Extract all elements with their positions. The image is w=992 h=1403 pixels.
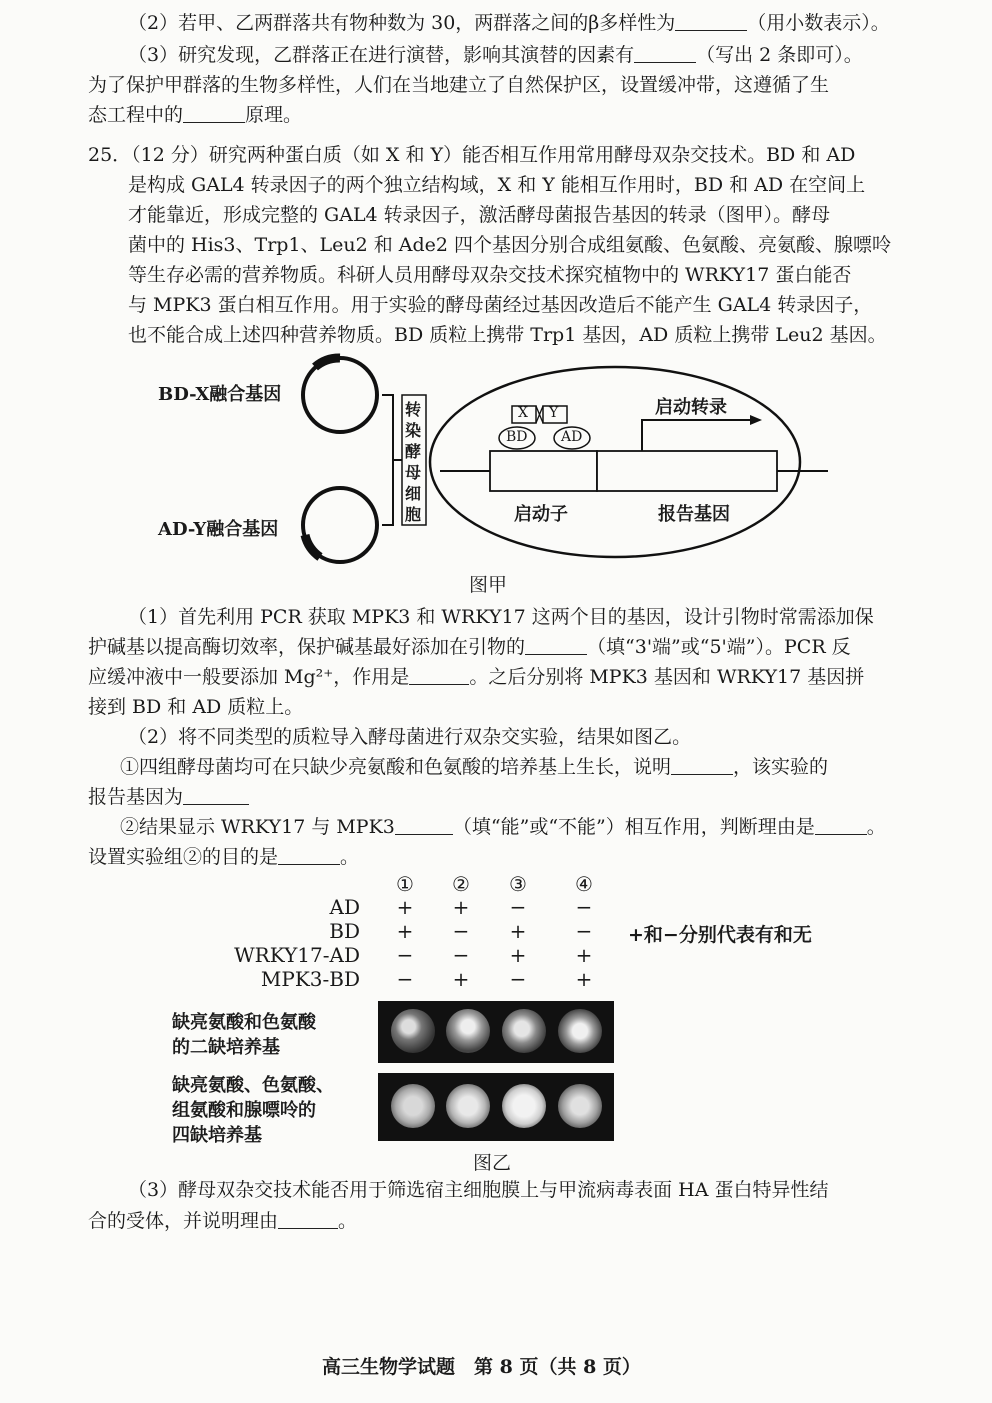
page-footer: 高三生物学试题 第 8 页（共 8 页）: [322, 1356, 641, 1378]
cell: +: [575, 967, 593, 991]
text-line: ②结果显示 WRKY17 与 MPK3 （填“能”或“不能”）相互作用，判断理由是 。: [120, 816, 886, 838]
text-line: （3）研究发现，乙群落正在进行演替，影响其演替的因素有 （写出 2 条即可）。: [128, 44, 863, 66]
vertical-label-char: 胞: [405, 505, 422, 524]
text-line: 接到 BD 和 AD 质粒上。: [88, 696, 304, 718]
cell: −: [452, 943, 470, 967]
transcription-label: 启动转录: [655, 397, 727, 418]
text-line: 应缓冲液中一般要添加 Mg²⁺，作用是 。之后分别将 MPK3 基因和 WRKY17 基因拼: [88, 666, 865, 688]
colony-spot: [446, 1084, 490, 1128]
bracket: [382, 395, 402, 525]
vertical-label-char: 转: [405, 400, 422, 419]
bd-label: BD: [506, 429, 528, 445]
question-25-line: 25．（12 分）研究两种蛋白质（如 X 和 Y）能否相互作用常用酵母双杂交技术。BD 和 AD: [88, 144, 856, 166]
text-line: 护碱基以提高酶切效率，保护碱基最好添加在引物的 （填“3'端”或“5'端”）。PCR 反: [88, 636, 851, 658]
text-line: 设置实验组②的目的是 。: [88, 846, 360, 868]
cell: +: [452, 895, 470, 919]
colony-spot: [502, 1084, 546, 1128]
text-line: 报告基因为: [88, 782, 908, 812]
question-25-line: 等生存必需的营养物质。科研人员用酵母双杂交技术探究植物中的 WRKY17 蛋白能否: [128, 264, 852, 286]
cell: +: [396, 919, 414, 943]
col-header: ①: [396, 872, 414, 896]
cell: −: [509, 967, 527, 991]
plate-photo-quadruple-dropout: [378, 1073, 614, 1141]
cell: +: [452, 967, 470, 991]
question-25-line: 是构成 GAL4 转录因子的两个独立结构域，X 和 Y 能相互作用时，BD 和 AD 在空间上: [128, 174, 866, 196]
colony-spot: [502, 1009, 546, 1053]
plasmid-2-label: AD-Y融合基因: [158, 519, 279, 540]
cell: +: [396, 895, 414, 919]
text-line: 为了保护甲群落的生物多样性，人们在当地建立了自然保护区，设置缓冲带，这遵循了生: [88, 74, 830, 96]
text-line: （2）若甲、乙两群落共有物种数为 30，两群落之间的β多样性为 （用小数表示）。: [128, 12, 890, 34]
question-25-line: 才能靠近，形成完整的 GAL4 转录因子，激活酵母菌报告基因的转录（图甲）。酵母: [128, 204, 831, 226]
medium-2-label: 缺亮氨酸、色氨酸、 组氨酸和腺嘌呤的 四缺培养基: [172, 1075, 334, 1146]
colony-spot: [446, 1009, 490, 1053]
ad-label: AD: [561, 429, 583, 445]
plasmid-1-circle: [303, 358, 377, 432]
text-line: ①四组酵母菌均可在只缺少亮氨酸和色氨酸的培养基上生长，说明 ，该实验的: [120, 756, 829, 778]
colony-spot: [391, 1084, 435, 1128]
transcription-arrow: [642, 420, 750, 451]
colony-spot: [391, 1009, 435, 1053]
cell: +: [509, 943, 527, 967]
legend-note: +和−分别代表有和无: [628, 924, 812, 946]
row-name: MPK3-BD: [260, 967, 360, 991]
vertical-label-char: 母: [405, 463, 422, 482]
promoter-box: [490, 451, 597, 491]
cell: +: [575, 943, 593, 967]
text-line: （1）首先利用 PCR 获取 MPK3 和 WRKY17 这两个目的基因，设计引物时常需添加保: [128, 606, 874, 628]
cell: −: [509, 895, 527, 919]
colony-spot: [558, 1084, 602, 1128]
row-name: AD: [329, 895, 360, 919]
figure-b-caption: 图乙: [473, 1152, 512, 1174]
x-label: X: [518, 405, 528, 421]
figure-a-caption: 图甲: [469, 574, 508, 596]
col-header: ④: [575, 872, 593, 896]
text-line: 态工程中的 原理。: [88, 104, 303, 126]
cell: −: [452, 919, 470, 943]
colony-spot: [558, 1009, 602, 1053]
text-line: 合的受体，并说明理由 。: [88, 1210, 358, 1232]
vertical-label-char: 染: [405, 421, 422, 440]
question-25-line: 与 MPK3 蛋白相互作用。用于实验的酵母菌经过基因改造后不能产生 GAL4 转录因子，: [128, 294, 873, 316]
question-25-line: 菌中的 His3、Trp1、Leu2 和 Ade2 四个基因分别合成组氨酸、色氨酸、亮氨酸、腺嘌呤: [128, 234, 892, 256]
vertical-label-char: 酵: [405, 442, 422, 461]
row-name: WRKY17-AD: [234, 943, 360, 967]
cell: +: [509, 919, 527, 943]
text-line: （3）酵母双杂交技术能否用于筛选宿主细胞膜上与甲流病毒表面 HA 蛋白特异性结: [128, 1179, 829, 1201]
reporter-gene-box: [597, 451, 777, 491]
y-label: Y: [549, 405, 559, 421]
col-header: ②: [452, 872, 470, 896]
plate-photo-double-dropout: [378, 1001, 614, 1063]
medium-1-label: 缺亮氨酸和色氨酸 的二缺培养基: [172, 1012, 316, 1058]
cell: −: [575, 895, 593, 919]
cell: −: [396, 943, 414, 967]
question-25-line: 也不能合成上述四种营养物质。BD 质粒上携带 Trp1 基因，AD 质粒上携带 Leu2 基因。: [128, 324, 887, 346]
vertical-label-char: 细: [405, 484, 422, 503]
cell: −: [396, 967, 414, 991]
text-line: （2）将不同类型的质粒导入酵母菌进行双杂交实验，结果如图乙。: [128, 726, 692, 748]
plasmid-1-label: BD-X融合基因: [158, 384, 282, 405]
cell: −: [575, 919, 593, 943]
row-name: BD: [329, 919, 360, 943]
promoter-label: 启动子: [514, 504, 568, 525]
col-header: ③: [509, 872, 527, 896]
reporter-label: 报告基因: [658, 504, 730, 525]
